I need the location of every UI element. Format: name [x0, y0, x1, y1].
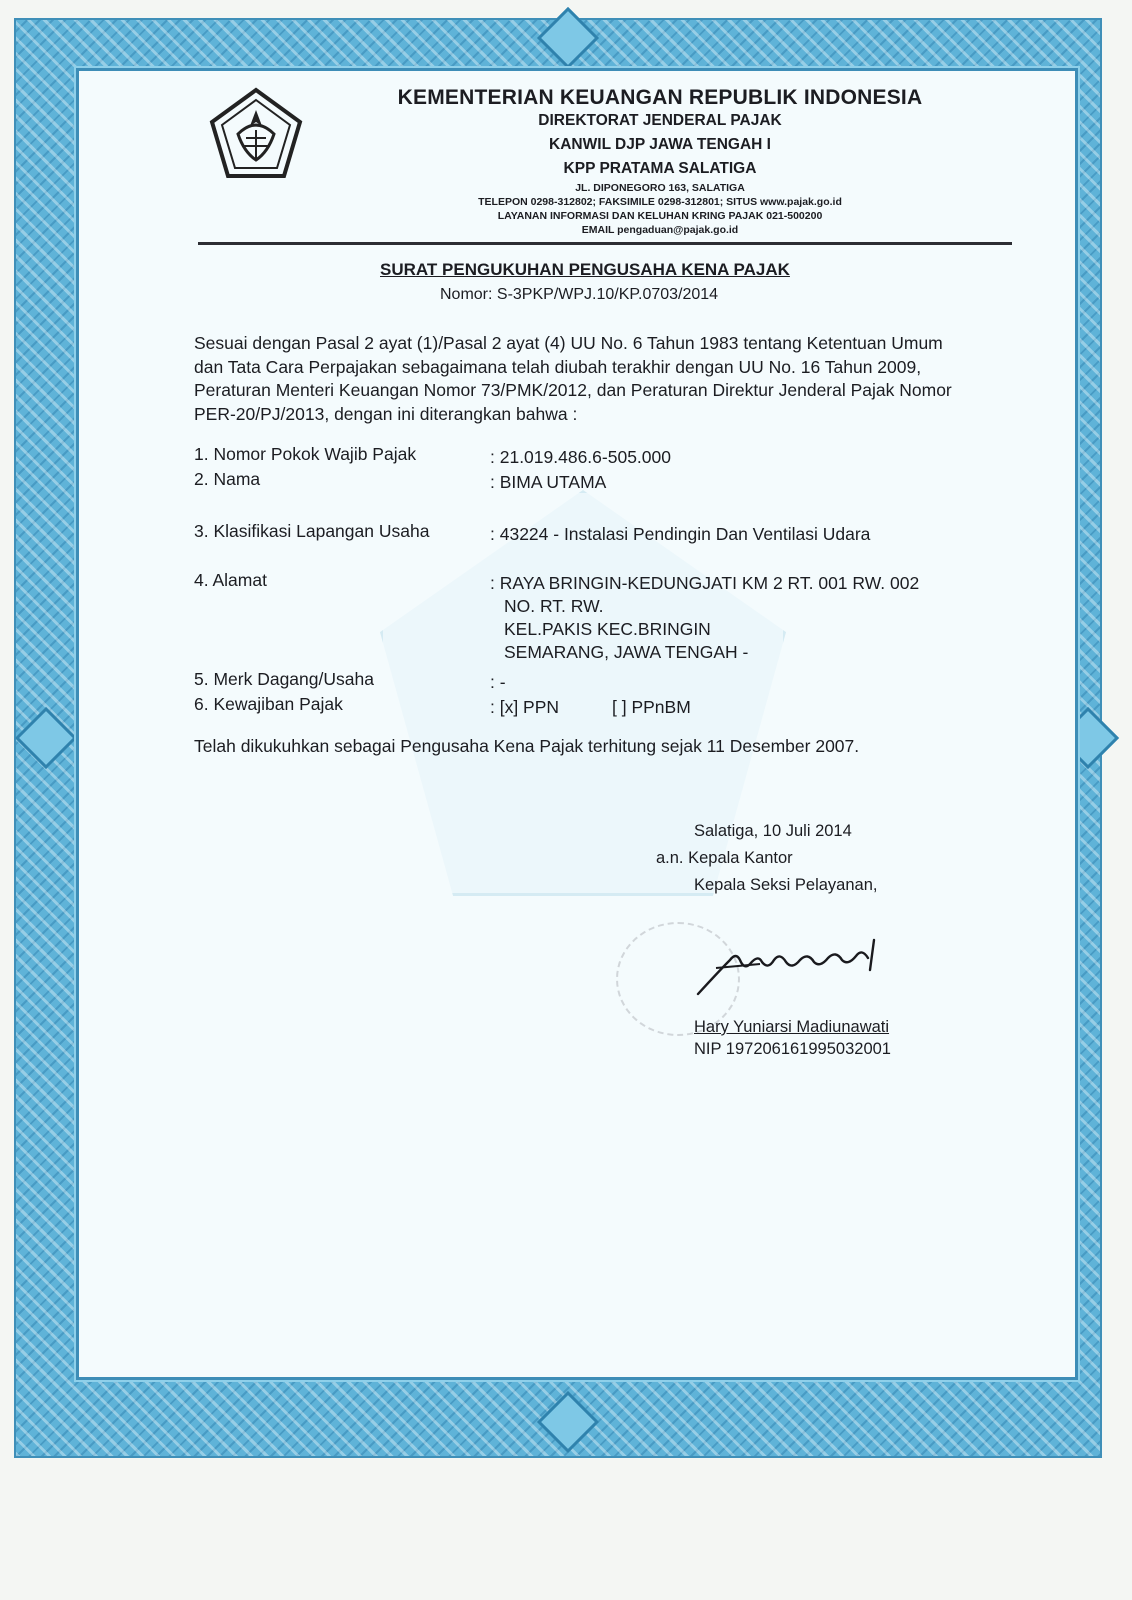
registration-statement: Telah dikukuhkan sebagai Pengusaha Kena Pajak terhitung sejak 11 Desember 2007. — [194, 736, 860, 756]
alamat-line-1: : RAYA BRINGIN-KEDUNGJATI KM 2 RT. 001 RW. 002 — [490, 573, 920, 593]
place-date: Salatiga, 10 Juli 2014 — [694, 822, 852, 840]
kewajiban-ppn: : [x] PPN — [490, 697, 560, 717]
document-number: Nomor: S-3PKP/WPJ.10/KP.0703/2014 — [440, 286, 719, 303]
intro-line: PER-20/PJ/2013, dengan ini diterangkan bahwa : — [194, 403, 578, 424]
alamat-line-3: KEL.PAKIS KEC.BRINGIN — [504, 619, 711, 639]
intro-line: dan Tata Cara Perpajakan sebagaimana telah diubah terakhir dengan UU No. 16 Tahun 2009, — [194, 356, 922, 377]
klu-label: 3. Klasifikasi Lapangan Usaha — [194, 521, 430, 541]
header-divider — [198, 242, 1012, 245]
intro-line: Peraturan Menteri Keuangan Nomor 73/PMK/2012, dan Peraturan Direktur Jenderal Pajak Nomor — [194, 380, 952, 400]
intro-paragraph — [194, 332, 1014, 426]
alamat-line-2: NO. RT. RW. — [504, 596, 604, 616]
document-title: SURAT PENGUKUHAN PENGUSAHA KENA PAJAK — [380, 260, 790, 279]
signer-nip: NIP 197206161995032001 — [694, 1040, 891, 1058]
handwritten-signature — [690, 930, 890, 1000]
on-behalf-of: a.n. Kepala Kantor — [656, 849, 793, 867]
signer-name: Hary Yuniarsi Madiunawati — [694, 1018, 890, 1036]
kanwil-name: KANWIL DJP JAWA TENGAH I — [549, 136, 771, 153]
klu-value: : 43224 - Instalasi Pendingin Dan Ventilasi Udara — [490, 524, 871, 544]
office-contact: TELEPON 0298-312802; FAKSIMILE 0298-312801; SITUS www.pajak.go.id — [478, 196, 842, 208]
office-address: JL. DIPONEGORO 163, SALATIGA — [575, 182, 745, 194]
nama-label: 2. Nama — [194, 469, 261, 489]
nama-value: : BIMA UTAMA — [490, 472, 607, 492]
intro-line: Sesuai dengan Pasal 2 ayat (1)/Pasal 2 ayat (4) UU No. 6 Tahun 1983 tentang Ketentuan Umum — [194, 333, 943, 353]
directorate-name: DIREKTORAT JENDERAL PAJAK — [538, 112, 782, 129]
alamat-line-4: SEMARANG, JAWA TENGAH - — [504, 642, 749, 662]
signer-position: Kepala Seksi Pelayanan, — [694, 876, 878, 894]
ministry-name: KEMENTERIAN KEUANGAN REPUBLIK INDONESIA — [397, 86, 923, 109]
kewajiban-ppnbm: [ ] PPnBM — [612, 697, 691, 717]
merk-value: : - — [490, 672, 506, 692]
npwp-value: : 21.019.486.6-505.000 — [490, 447, 671, 467]
ministry-logo-icon — [208, 86, 304, 182]
merk-label: 5. Merk Dagang/Usaha — [194, 669, 374, 689]
alamat-label: 4. Alamat — [194, 570, 267, 590]
office-name: KPP PRATAMA SALATIGA — [563, 160, 757, 177]
office-service: LAYANAN INFORMASI DAN KELUHAN KRING PAJAK 021-500200 — [497, 210, 823, 222]
npwp-label: 1. Nomor Pokok Wajib Pajak — [194, 444, 417, 464]
kewajiban-label: 6. Kewajiban Pajak — [194, 694, 343, 714]
office-email: EMAIL pengaduan@pajak.go.id — [581, 224, 739, 236]
